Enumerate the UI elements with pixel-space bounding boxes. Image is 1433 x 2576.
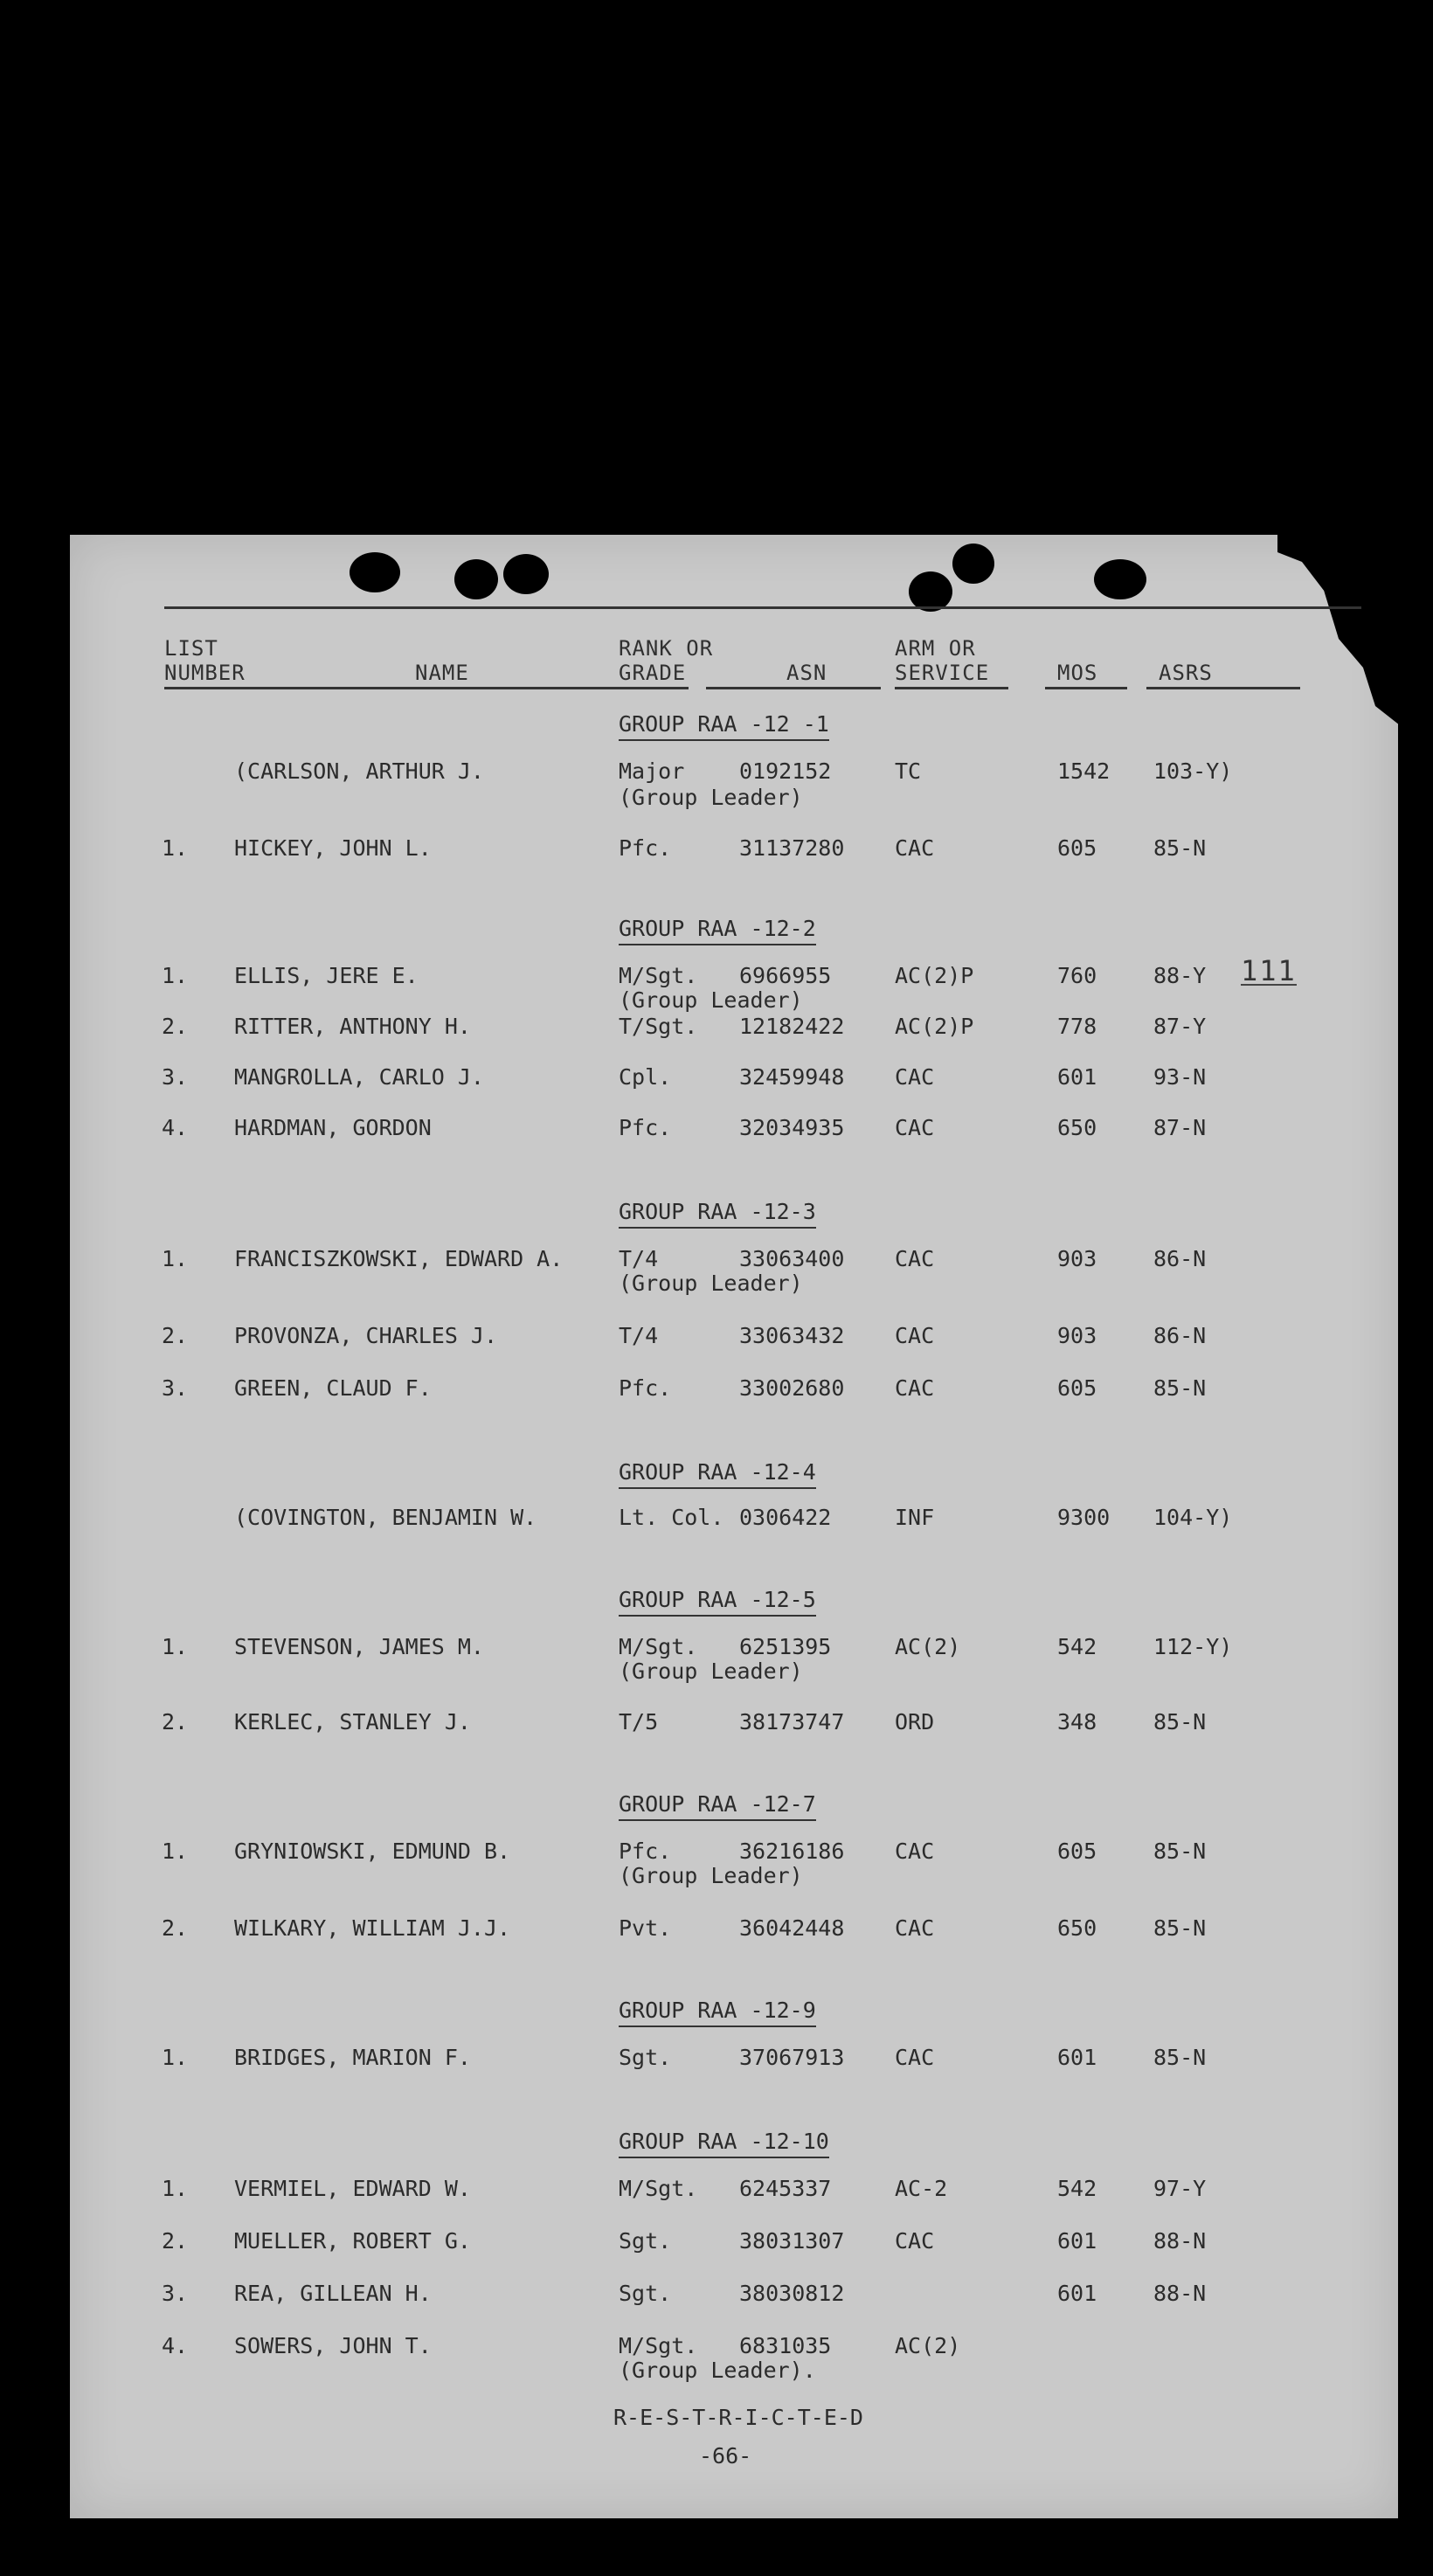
group-title: GROUP RAA -12-7 — [619, 1791, 816, 1821]
cell-mos: 601 — [1057, 1064, 1097, 1090]
header-mos: MOS — [1057, 661, 1098, 685]
cell-asn: 38031307 — [739, 2228, 845, 2254]
cell-name: FRANCISZKOWSKI, EDWARD A. — [234, 1246, 564, 1271]
cell-arm: CAC — [895, 1246, 935, 1271]
cell-asn: 31137280 — [739, 835, 845, 861]
cell-mos: 542 — [1057, 1634, 1097, 1659]
group-title: GROUP RAA -12-5 — [619, 1587, 816, 1617]
cell-number: 4. — [162, 2333, 189, 2358]
punch-hole — [454, 559, 498, 599]
cell-asn: 36042448 — [739, 1915, 845, 1941]
cell-number: 2. — [162, 1709, 189, 1735]
cell-asn: 6831035 — [739, 2333, 832, 2358]
cell-asn: 38030812 — [739, 2281, 845, 2306]
cell-asrs: 88-Y — [1153, 963, 1207, 988]
cell-arm: CAC — [895, 1375, 935, 1401]
cell-asrs: 87-N — [1153, 1115, 1207, 1140]
cell-rank: Sgt. — [619, 2228, 672, 2254]
table-row — [70, 2331, 1398, 2361]
table-row — [70, 834, 1398, 863]
cell-asn: 33063400 — [739, 1246, 845, 1271]
table-row — [70, 1503, 1398, 1533]
header-rule — [706, 687, 881, 689]
cell-number: 3. — [162, 1064, 189, 1090]
cell-number: 2. — [162, 1014, 189, 1039]
cell-asn: 33063432 — [739, 1323, 845, 1348]
cell-rank: T/4 — [619, 1323, 659, 1348]
cell-name: PROVONZA, CHARLES J. — [234, 1323, 498, 1348]
cell-asn: 6966955 — [739, 963, 832, 988]
cell-rank: Pfc. — [619, 1375, 672, 1401]
cell-name: MANGROLLA, CARLO J. — [234, 1064, 484, 1090]
cell-number: 3. — [162, 2281, 189, 2306]
cell-arm: CAC — [895, 1115, 935, 1140]
cell-rank: Sgt. — [619, 2045, 672, 2070]
cell-name: HARDMAN, GORDON — [234, 1115, 432, 1140]
cell-name: STEVENSON, JAMES M. — [234, 1634, 484, 1659]
cell-mos: 760 — [1057, 963, 1097, 988]
cell-asrs: 85-N — [1153, 835, 1207, 861]
cell-name: BRIDGES, MARION F. — [234, 2045, 471, 2070]
cell-rank: M/Sgt. — [619, 963, 698, 988]
cell-asrs: 88-N — [1153, 2281, 1207, 2306]
torn-corner — [1277, 533, 1400, 725]
cell-mos: 601 — [1057, 2228, 1097, 2254]
cell-mos: 650 — [1057, 1915, 1097, 1941]
cell-asn: 12182422 — [739, 1014, 845, 1039]
cell-rank: Pfc. — [619, 1115, 672, 1140]
cell-rank: M/Sgt. — [619, 1634, 698, 1659]
cell-arm: CAC — [895, 835, 935, 861]
cell-asrs: 85-N — [1153, 1709, 1207, 1735]
cell-rank: T/5 — [619, 1709, 659, 1735]
cell-number: 1. — [162, 1246, 189, 1271]
cell-number: 1. — [162, 1839, 189, 1864]
punch-hole — [503, 554, 549, 594]
group-leader-note: (Group Leader) — [619, 987, 803, 1013]
cell-rank: T/Sgt. — [619, 1014, 698, 1039]
cell-mos: 348 — [1057, 1709, 1097, 1735]
cell-mos: 650 — [1057, 1115, 1097, 1140]
cell-asrs: 87-Y — [1153, 1014, 1207, 1039]
table-row — [70, 1837, 1398, 1866]
cell-rank: M/Sgt. — [619, 2333, 698, 2358]
table-row — [70, 1113, 1398, 1143]
header-rule — [1146, 687, 1300, 689]
cell-mos: 903 — [1057, 1323, 1097, 1348]
header-rank: RANK OR GRADE — [619, 636, 714, 685]
cell-mos: 601 — [1057, 2281, 1097, 2306]
cell-arm: CAC — [895, 1839, 935, 1864]
page-number: -66- — [699, 2443, 752, 2469]
document-page — [70, 535, 1398, 2518]
table-row — [70, 757, 1398, 786]
cell-mos: 9300 — [1057, 1505, 1111, 1530]
cell-arm: AC(2)P — [895, 963, 974, 988]
table-row — [70, 2174, 1398, 2204]
top-rule — [164, 606, 1361, 609]
table-row — [70, 1012, 1398, 1042]
cell-arm: CAC — [895, 2045, 935, 2070]
cell-rank: Major — [619, 758, 685, 784]
classification-footer: R-E-S-T-R-I-C-T-E-D — [613, 2405, 863, 2430]
header-rule — [164, 687, 689, 689]
group-title: GROUP RAA -12 -1 — [619, 711, 829, 741]
cell-arm: CAC — [895, 1915, 935, 1941]
cell-asrs: 112-Y) — [1153, 1634, 1233, 1659]
cell-mos: 1542 — [1057, 758, 1111, 784]
cell-mos: 605 — [1057, 835, 1097, 861]
table-row — [70, 2279, 1398, 2309]
table-row — [70, 1244, 1398, 1274]
cell-asrs: 85-N — [1153, 2045, 1207, 2070]
group-leader-note: (Group Leader) — [619, 1271, 803, 1296]
cell-arm: ORD — [895, 1709, 935, 1735]
cell-number: 1. — [162, 2045, 189, 2070]
cell-number: 2. — [162, 1323, 189, 1348]
cell-number: 1. — [162, 835, 189, 861]
group-title: GROUP RAA -12-9 — [619, 1998, 816, 2027]
table-row — [70, 961, 1398, 991]
cell-mos: 542 — [1057, 2176, 1097, 2201]
group-title: GROUP RAA -12-4 — [619, 1459, 816, 1489]
cell-name: SOWERS, JOHN T. — [234, 2333, 432, 2358]
header-arm: ARM OR SERVICE — [895, 636, 990, 685]
cell-arm: INF — [895, 1505, 935, 1530]
cell-number: 2. — [162, 2228, 189, 2254]
cell-name: GREEN, CLAUD F. — [234, 1375, 432, 1401]
cell-asn: 38173747 — [739, 1709, 845, 1735]
cell-rank: Lt. Col. — [619, 1505, 724, 1530]
cell-number: 2. — [162, 1915, 189, 1941]
cell-rank: Pfc. — [619, 835, 672, 861]
header-asn: ASN — [786, 661, 827, 685]
cell-name: (CARLSON, ARTHUR J. — [234, 758, 484, 784]
handwritten-margin-mark: 111 — [1241, 954, 1297, 987]
cell-number: 3. — [162, 1375, 189, 1401]
cell-mos: 601 — [1057, 2045, 1097, 2070]
group-leader-note: (Group Leader). — [619, 2358, 816, 2383]
cell-mos: 605 — [1057, 1839, 1097, 1864]
cell-asrs: 104-Y) — [1153, 1505, 1233, 1530]
cell-arm: CAC — [895, 1323, 935, 1348]
cell-rank: Pvt. — [619, 1915, 672, 1941]
table-row — [70, 1914, 1398, 1943]
header-name: NAME — [415, 661, 469, 685]
table-row — [70, 1707, 1398, 1737]
punch-hole — [350, 552, 400, 592]
cell-asn: 6251395 — [739, 1634, 832, 1659]
table-row — [70, 1321, 1398, 1351]
cell-asn: 32459948 — [739, 1064, 845, 1090]
group-title: GROUP RAA -12-3 — [619, 1199, 816, 1229]
cell-asrs: 85-N — [1153, 1375, 1207, 1401]
cell-name: KERLEC, STANLEY J. — [234, 1709, 471, 1735]
header-asrs: ASRS — [1159, 661, 1213, 685]
cell-asrs: 86-N — [1153, 1246, 1207, 1271]
cell-arm: AC-2 — [895, 2176, 948, 2201]
cell-rank: Cpl. — [619, 1064, 672, 1090]
table-row — [70, 1063, 1398, 1092]
cell-mos: 605 — [1057, 1375, 1097, 1401]
cell-name: WILKARY, WILLIAM J.J. — [234, 1915, 511, 1941]
cell-asrs: 88-N — [1153, 2228, 1207, 2254]
cell-asrs: 85-N — [1153, 1839, 1207, 1864]
cell-rank: M/Sgt. — [619, 2176, 698, 2201]
cell-name: GRYNIOWSKI, EDMUND B. — [234, 1839, 511, 1864]
cell-arm: AC(2) — [895, 2333, 961, 2358]
cell-rank: T/4 — [619, 1246, 659, 1271]
cell-asrs: 97-Y — [1153, 2176, 1207, 2201]
cell-name: REA, GILLEAN H. — [234, 2281, 432, 2306]
cell-arm: AC(2)P — [895, 1014, 974, 1039]
group-leader-note: (Group Leader) — [619, 1658, 803, 1684]
cell-asrs: 85-N — [1153, 1915, 1207, 1941]
cell-name: MUELLER, ROBERT G. — [234, 2228, 471, 2254]
punch-hole — [1094, 559, 1146, 599]
header-list-number: LIST NUMBER — [164, 636, 246, 685]
cell-arm: CAC — [895, 2228, 935, 2254]
cell-asn: 32034935 — [739, 1115, 845, 1140]
cell-number: 1. — [162, 2176, 189, 2201]
table-row — [70, 2043, 1398, 2073]
group-leader-note: (Group Leader) — [619, 785, 803, 810]
cell-asn: 0192152 — [739, 758, 832, 784]
cell-rank: Pfc. — [619, 1839, 672, 1864]
cell-asn: 6245337 — [739, 2176, 832, 2201]
cell-arm: CAC — [895, 1064, 935, 1090]
cell-name: VERMIEL, EDWARD W. — [234, 2176, 471, 2201]
cell-name: HICKEY, JOHN L. — [234, 835, 432, 861]
cell-name: (COVINGTON, BENJAMIN W. — [234, 1505, 537, 1530]
group-title: GROUP RAA -12-2 — [619, 916, 816, 945]
table-row — [70, 1632, 1398, 1662]
group-title: GROUP RAA -12-10 — [619, 2129, 829, 2158]
header-rule — [895, 687, 1008, 689]
cell-name: ELLIS, JERE E. — [234, 963, 419, 988]
cell-arm: AC(2) — [895, 1634, 961, 1659]
cell-asn: 33002680 — [739, 1375, 845, 1401]
cell-asn: 0306422 — [739, 1505, 832, 1530]
cell-asn: 36216186 — [739, 1839, 845, 1864]
header-rule — [1045, 687, 1127, 689]
cell-arm: TC — [895, 758, 922, 784]
cell-asrs: 86-N — [1153, 1323, 1207, 1348]
cell-asrs: 103-Y) — [1153, 758, 1233, 784]
table-row — [70, 1374, 1398, 1403]
cell-number: 4. — [162, 1115, 189, 1140]
cell-name: RITTER, ANTHONY H. — [234, 1014, 471, 1039]
cell-number: 1. — [162, 1634, 189, 1659]
group-leader-note: (Group Leader) — [619, 1863, 803, 1888]
cell-asn: 37067913 — [739, 2045, 845, 2070]
punch-hole — [952, 544, 994, 584]
cell-mos: 778 — [1057, 1014, 1097, 1039]
cell-rank: Sgt. — [619, 2281, 672, 2306]
cell-number: 1. — [162, 963, 189, 988]
cell-asrs: 93-N — [1153, 1064, 1207, 1090]
table-row — [70, 2226, 1398, 2256]
cell-mos: 903 — [1057, 1246, 1097, 1271]
